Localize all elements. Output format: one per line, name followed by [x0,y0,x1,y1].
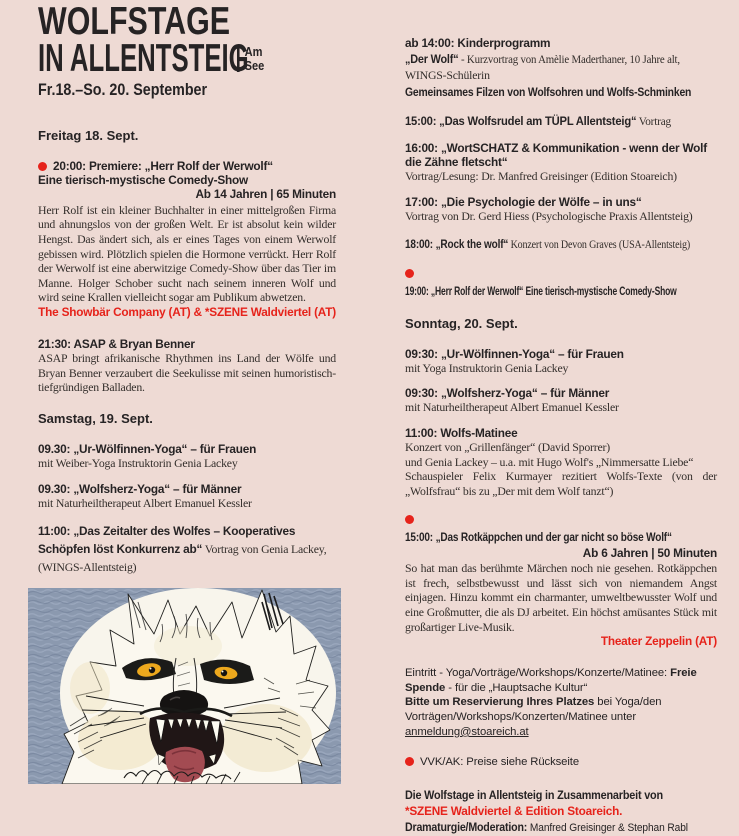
event-subtitle: Eine tierisch-mystische Comedy-Show [38,173,248,188]
dramaturgie-label: Dramaturgie/Moderation: [405,820,530,835]
right-column [405,0,717,836]
matinee-line1: Konzert von „Grillenfänger“ (David Sporrer) [405,440,610,455]
event-kinderprogramm [405,36,717,101]
event-mixed-line [405,112,717,130]
cooperation-text: Die Wolfstage in Allentsteig in Zusammenarbeit von [405,788,663,803]
event-title-row [38,159,336,173]
day-heading-saturday: Samstag, 19. Sept. [38,410,153,426]
event-asap-bryan-benner [38,337,336,395]
event-title-row [405,510,717,546]
vvk-row [405,755,717,770]
red-bullet-icon [38,162,47,171]
event-speaker: Vortrag/Lesung: Dr. Manfred Greisinger (Edition Stoareich) [405,169,677,184]
company-credit: Theater Zeppelin (AT) [600,634,717,649]
event-mixed-line [405,50,717,68]
wolf-illustration [28,588,341,784]
activity-line [405,83,717,101]
matinee-line3: Schauspieler Felix Kurmayer rezitiert Wolfs-Texte (von der „Wolfsfrau“ bis zu „Der mit dem Wolf tanzt“) [405,469,717,499]
day-heading-friday: Freitag 18. Sept. [38,128,139,143]
event-psychologie-der-woelfe [405,195,717,224]
event-subline: mit Naturheiltherapeut Albert Emanuel Kessler [38,495,252,510]
dramaturgie-names: Manfred Greisinger & Stephan Rabl [529,822,688,835]
page-title-line1: WOLFSTAGE [38,0,231,43]
admission-line [405,666,717,695]
email-link[interactable]: anmeldung@stoareich.at [405,725,529,738]
speaker-affiliation: WINGS-Schülerin [405,68,490,83]
event-title-row [405,264,717,300]
age-duration-note: Ab 6 Jahren | 50 Minuten [582,545,717,560]
event-time-title: 09.30: „Ur-Wölfinnen-Yoga“ – für Frauen [38,441,257,456]
red-bullet-icon [405,757,414,766]
event-wolfsrudel-vortrag [405,112,717,130]
event-time-title: 11:00: Wolfs-Matinee [405,426,518,441]
company-credit: The Showbär Company (AT) & *SZENE Waldviertel (AT) [38,305,336,320]
organizers-text: *SZENE Waldviertel & Edition Stoareich. [405,804,623,819]
event-time-title: 09:30: „Ur-Wölfinnen-Yoga“ – für Frauen [405,346,624,361]
cooperation-line [405,786,717,804]
event-wortschatz [405,141,717,184]
admission-info [405,666,717,739]
event-subline: Vortrag von Genia Lackey, (WINGS-Allentsteig) [38,541,327,574]
event-rotkaeppchen [405,510,717,650]
event-werwolf-show-sa [405,264,717,300]
vvk-text: VVK/AK: Preise siehe Rückseite [420,756,579,769]
event-time-title: 15:00: „Das Rotkäppchen und der gar nicht so böse Wolf“ [405,529,672,544]
venue-tag [237,45,264,72]
event-type: Vortrag [636,113,671,128]
masthead [38,0,336,112]
footer-credits [405,786,717,836]
day-heading-sunday: Sonntag, 20. Sept. [405,315,518,331]
event-woelfinnen-yoga [38,442,336,471]
reservation-mid: bei Yoga/den Vorträgen/Workshops/Konzerten/Matinee unter [405,696,662,724]
page-title-line2: IN ALLENTSTEIG [38,37,249,80]
reservation-request: Bitte um Reservierung Ihres Platzes [405,696,595,709]
red-bullet-icon [405,269,414,278]
event-description: Herr Rolf ist ein kleiner Buchhalter in einer mittelgroßen Firma und ahnungslos von der großen Welt. Er ist absolut kein wilder Hengst. Das ändert sich, als er eines Tages von einem Werwolf gebissen wird. Plötzlich spielen die Hormone verrückt. Herr Rolf der Werwolf ist eine aberwitzige Comedy-Show über das Tier im Manne. Holger Schober sucht nach seinem inneren Wolf und wird seine Krallen vielleicht sogar am Publikum abwetzen. [38,202,336,305]
talk-speaker: - Kurzvortrag von Amèlie Maderthaner, 10 Jahre alt, [458,52,680,67]
event-description: ASAP bringt afrikanische Rhythmen ins Land der Wölfe und Bryan Benner verzaubert die Seekulisse mit seinen humoristisch-tiefgründigen Balladen. [38,351,336,395]
reservation-line [405,695,717,739]
event-time-title: 19:00: „Herr Rolf der Werwolf“ Eine tierisch-mystische Comedy-Show [405,283,677,298]
event-time-title: 17:00: „Die Psychologie der Wölfe – in uns“ [405,194,642,209]
venue-line2: See [244,57,265,73]
event-time-title: 11:00: „Das Zeitalter des Wolfes – Kooperatives Schöpfen löst Konkurrenz ab“ [38,523,296,556]
event-premiere-werwolf [38,159,336,321]
event-subline: mit Naturheiltherapeut Albert Emanuel Kessler [405,400,619,415]
dramaturgie-line [405,818,717,836]
red-bullet-icon [405,515,414,524]
event-time-title: 21:30: ASAP & Bryan Benner [38,336,195,351]
admission-free-donation: Freie Spende [405,667,697,694]
event-zeitalter-des-wolfes [38,522,336,576]
event-time-title: 16:00: „WortSCHATZ & Kommunikation - wenn der Wolf die Zähne fletscht“ [405,140,707,169]
left-column [38,0,336,641]
event-time-title: 20:00: Premiere: „Herr Rolf der Werwolf“ [53,159,273,173]
event-wolfsherz-yoga-so [405,386,717,415]
admission-post: - für die „Hauptsache Kultur“ [445,681,588,694]
event-wolfs-matinee [405,426,717,499]
activity-text: Gemeinsames Filzen von Wolfsohren und Wolfs-Schminken [405,84,692,99]
admission-pre: Eintritt - Yoga/Vorträge/Workshops/Konzerte/Matinee: [405,667,671,680]
event-mixed-line [38,522,336,576]
matinee-line2: und Genia Lackey – u.a. mit Hugo Wolf's „Nimmersatte Liebe“ [405,454,694,469]
event-subline: mit Weiber-Yoga Instruktorin Genia Lackey [38,456,238,471]
event-mixed-line [405,235,717,253]
event-time-title: ab 14:00: Kinderprogramm [405,36,551,50]
event-performer: Konzert von Devon Graves (USA-Allentsteig) [508,236,691,251]
event-ur-woelfinnen-yoga-so [405,347,717,376]
venue-line1: Am [244,44,263,59]
talk-title: „Der Wolf“ [405,52,459,67]
event-wolfsherz-yoga [38,482,336,511]
date-range: Fr.18.–So. 20. September [38,80,208,99]
event-rock-the-wolf [405,235,717,253]
event-time-title: 15:00: „Das Wolfsrudel am TÜPL Allentsteig“ [405,113,637,128]
age-duration-note: Ab 14 Jahren | 65 Minuten [195,187,336,202]
event-speaker: Vortrag von Dr. Gerd Hiess (Psychologische Praxis Allentsteig) [405,208,693,223]
vvk-note [405,755,717,770]
event-time-title: 18:00: „Rock the wolf“ [405,236,509,251]
event-description: So hat man das berühmte Märchen noch nie gesehen. Rotkäppchen ist frech, selbstbewusst und lässt sich von niemandem Angst einjagen. Hinzu kommt ein charmanter, umweltbewusster Wolf und eine Großmutter, die als DJ arbeitet. Ein höchst amüsantes Stück mit großartiger Live-Musik. [405,561,717,634]
event-time-title: 09.30: „Wolfsherz-Yoga“ – für Männer [38,481,242,496]
event-time-title: 09:30: „Wolfsherz-Yoga“ – für Männer [405,386,610,401]
event-subline: mit Yoga Instruktorin Genia Lackey [405,360,569,375]
